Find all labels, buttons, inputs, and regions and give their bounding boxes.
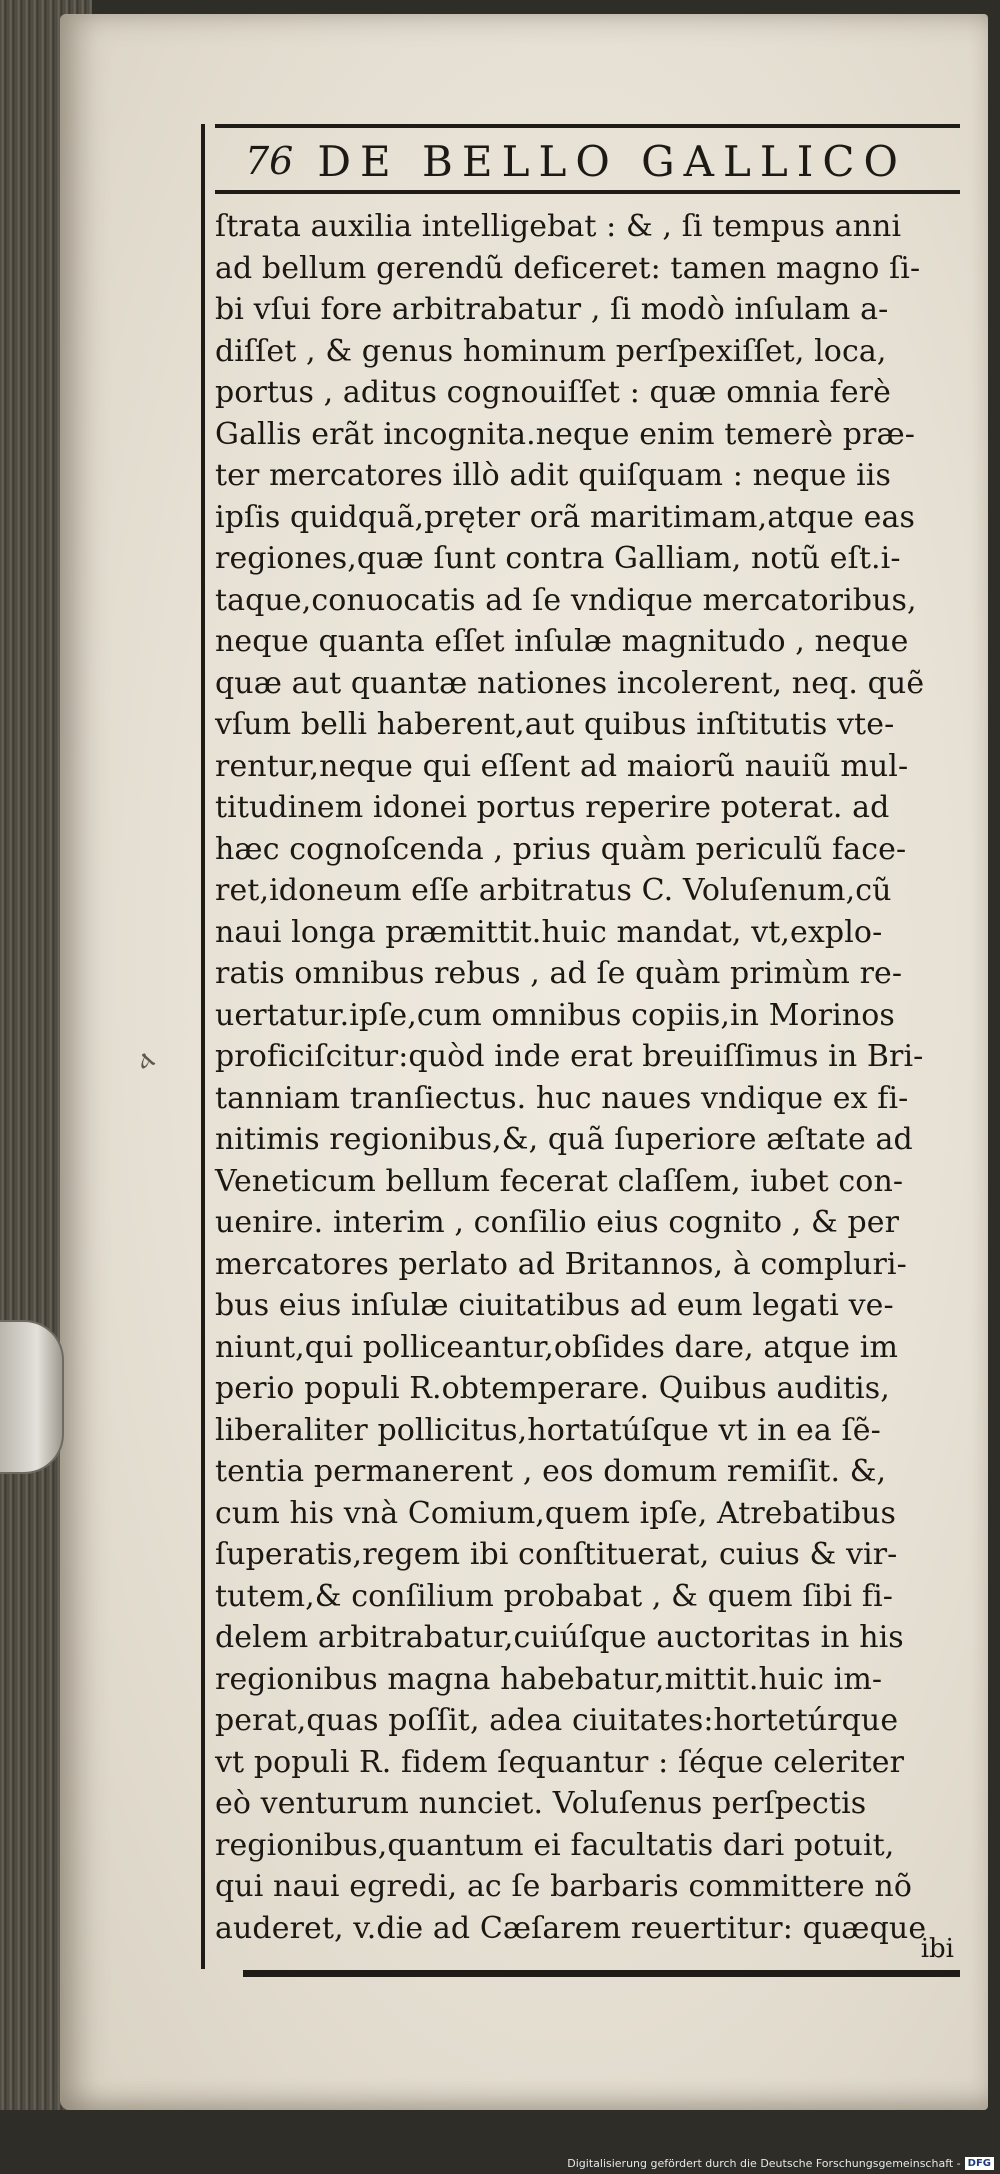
text-line: naui longa præmittit.huic mandat, vt,explo- xyxy=(215,914,883,950)
text-line: bi vſui fore arbitrabatur , ſi modò inſulam a- xyxy=(215,292,889,327)
text-line: titudinem idonei portus reperire poterat. ad xyxy=(215,790,890,825)
top-rule xyxy=(215,124,960,128)
text-line: vſum belli haberent,aut quibus inſtitutis vte- xyxy=(215,707,895,742)
text-line: proficiſcitur:quòd inde erat breuiſſimus in Bri- xyxy=(215,1039,924,1074)
left-rule xyxy=(201,124,205,1969)
digitization-footer xyxy=(567,2157,994,2170)
text-line: perio populi R.obtemperare. Quibus auditis, xyxy=(215,1371,890,1406)
text-frame xyxy=(215,124,960,1974)
text-line: bus eius inſulæ ciuitatibus ad eum legati ve- xyxy=(215,1288,894,1323)
text-line: cum his vnà Comium,quem ipſe, Atrebatibus xyxy=(215,1495,897,1531)
text-line: portus , aditus cognouiſſet : quæ omnia ferè xyxy=(215,375,892,410)
text-line: tentia permanerent , eos domum remiſit. &, xyxy=(215,1454,887,1489)
running-title: DE BELLO GALLICO xyxy=(317,136,907,186)
text-line: regiones,quæ ſunt contra Galliam, notũ eſt.i- xyxy=(215,541,901,576)
text-line: neque quanta eſſet inſulæ magnitudo , neque xyxy=(215,624,909,659)
text-line: rentur,neque qui eſſent ad maiorũ nauiũ mul- xyxy=(215,748,909,784)
text-line: auderet, v.die ad Cæſarem reuertitur: quæque xyxy=(215,1910,927,1946)
margin-mark: ⲁ xyxy=(132,1038,159,1077)
text-line: liberaliter pollicitus,hortatúſque vt in ea ſẽ- xyxy=(215,1412,881,1448)
text-line: uenire. interim , conſilio eius cognito , & per xyxy=(215,1205,900,1240)
text-body xyxy=(215,206,975,1949)
text-line: Veneticum bellum fecerat claſſem, iubet con- xyxy=(215,1163,904,1199)
text-line: perat,quas poſſit, adea ciuitates:hortetúrque xyxy=(215,1703,899,1738)
text-line: niunt,qui polliceantur,obſides dare, atque im xyxy=(215,1329,898,1365)
text-line: ſuperatis,regem ibi conſtituerat, cuius & vir- xyxy=(215,1537,898,1572)
text-line: eò venturum nunciet. Voluſenus perſpectis xyxy=(215,1786,867,1821)
page-clip xyxy=(0,1320,64,1474)
text-line: ter mercatores illò adit quiſquam : neque iis xyxy=(215,458,891,493)
text-line: ſtrata auxilia intelligebat : & , ſi tempus anni xyxy=(215,209,902,244)
text-line: hæc cognoſcenda , prius quàm periculũ face- xyxy=(215,831,907,867)
dfg-logo: DFG xyxy=(965,2157,994,2170)
text-line: qui naui egredi, ac ſe barbaris committere nõ xyxy=(215,1869,912,1904)
text-line: mercatores perlato ad Britannos, à compluri- xyxy=(215,1246,907,1282)
page-header xyxy=(215,132,960,190)
catchword: ibi xyxy=(920,1934,954,1964)
text-line: ret,idoneum eſſe arbitratus C. Voluſenum,cũ xyxy=(215,873,892,908)
text-line: quæ aut quantæ nationes incolerent, neq. quẽ xyxy=(215,665,925,701)
text-line: regionibus magna habebatur,mittit.huic im- xyxy=(215,1661,883,1697)
text-line: vt populi R. fidem ſequantur : ſéque celeriter xyxy=(215,1744,905,1780)
text-line: ipſis quidquã,pręter orã maritimam,atque eas xyxy=(215,499,915,535)
text-line: regionibus,quantum ei facultatis dari potuit, xyxy=(215,1827,895,1863)
text-line: taque,conuocatis ad ſe vndique mercatoribus, xyxy=(215,582,917,618)
text-line: uertatur.ipſe,cum omnibus copiis,in Morinos xyxy=(215,997,895,1033)
text-line: ad bellum gerendũ deficeret: tamen magno ſi- xyxy=(215,250,921,286)
text-line: delem arbitrabatur,cuiúſque auctoritas in his xyxy=(215,1620,904,1655)
text-line: diſſet , & genus hominum perſpexiſſet, loca, xyxy=(215,333,887,369)
footer-credit: Digitalisierung gefördert durch die Deutsche Forschungsgemeinschaft - xyxy=(567,2157,961,2170)
header-rule xyxy=(215,190,960,194)
text-line: tanniam tranſiectus. huc naues vndique ex fi- xyxy=(215,1080,909,1116)
bottom-rule xyxy=(243,1970,960,1977)
text-line: tutem,& conſilium probabat , & quem ſibi fi- xyxy=(215,1578,894,1614)
text-line: nitimis regionibus,&, quã ſuperiore æſtate ad xyxy=(215,1122,913,1157)
text-line: ratis omnibus rebus , ad ſe quàm primùm re- xyxy=(215,956,903,991)
text-line: Gallis erãt incognita.neque enim temerè præ- xyxy=(215,416,915,452)
page-number: 76 xyxy=(245,139,294,183)
